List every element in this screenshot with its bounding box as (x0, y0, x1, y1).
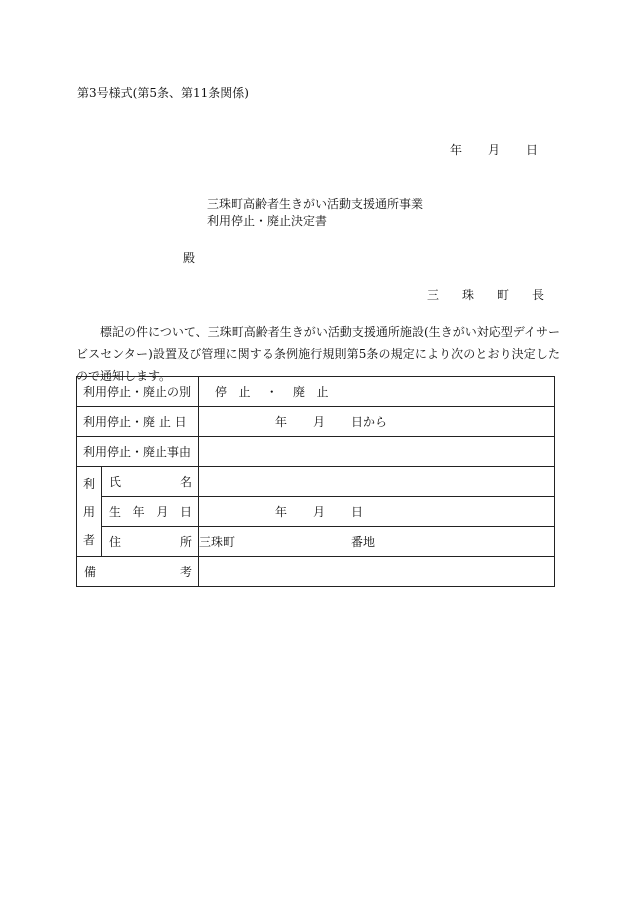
date-day-label: 日 (526, 143, 539, 157)
title-line-2: 利用停止・廃止決定書 (207, 214, 328, 228)
table-row-address (77, 527, 555, 557)
date-line (450, 141, 538, 158)
stop-date-label: 利用停止・廃 止 日 (83, 415, 187, 429)
issuer-char-4: 長 (532, 288, 545, 302)
reason-label-cell (77, 437, 199, 467)
remarks-value-cell (199, 557, 555, 587)
reason-label: 利用停止・廃止事由 (83, 445, 192, 459)
table-row-remarks (77, 557, 555, 587)
name-label-cell (102, 467, 199, 497)
user-group-label: 利 用 者 (77, 467, 102, 557)
reason-value-cell (199, 437, 555, 467)
birth-label-cell (102, 497, 199, 527)
birth-label: 生 年 月 日 (109, 505, 192, 519)
form-number: 第3号様式(第5条、第11条関係) (77, 86, 249, 100)
type-value: 停 止 ・ 廃 止 (215, 385, 329, 399)
table-row-birth (77, 497, 555, 527)
table-row-type (77, 377, 555, 407)
issuer-char-2: 珠 (462, 288, 475, 302)
date-value-cell (199, 407, 555, 437)
name-value-cell (199, 467, 555, 497)
address-label: 住 所 (109, 535, 192, 549)
issuer-char-1: 三 (427, 288, 440, 302)
remarks-label: 備 考 (84, 565, 192, 579)
stop-date-value: 年 月 日から (275, 415, 388, 429)
birth-value: 年 月 日 (275, 505, 364, 519)
type-value-cell (199, 377, 555, 407)
type-label: 利用停止・廃止の別 (83, 385, 192, 399)
remarks-label-cell (77, 557, 199, 587)
decision-table (76, 376, 555, 587)
addressee-suffix: 殿 (183, 251, 196, 265)
document-title (207, 196, 423, 230)
address-label-cell (102, 527, 199, 557)
birth-value-cell (199, 497, 555, 527)
issuer-title (427, 286, 544, 303)
date-year-label: 年 (450, 143, 463, 157)
table-row-date (77, 407, 555, 437)
address-value-cell (199, 527, 555, 557)
table-row-user-name (77, 467, 555, 497)
table-row-reason (77, 437, 555, 467)
issuer-char-3: 町 (497, 288, 510, 302)
type-label-cell (77, 377, 199, 407)
date-label-cell (77, 407, 199, 437)
name-label: 氏 名 (109, 475, 192, 489)
title-line-1: 三珠町高齢者生きがい活動支援通所事業 (207, 197, 424, 211)
address-value: 三珠町 番地 (199, 535, 376, 549)
date-month-label: 月 (488, 143, 501, 157)
notice-paragraph: 標記の件について、三珠町高齢者生きがい活動支援通所施設(生きがい対応型デイサービスセンター)設置及び管理に関する条例施行規則第5条の規定により次のとおり決定したので通知します。 (76, 325, 560, 383)
